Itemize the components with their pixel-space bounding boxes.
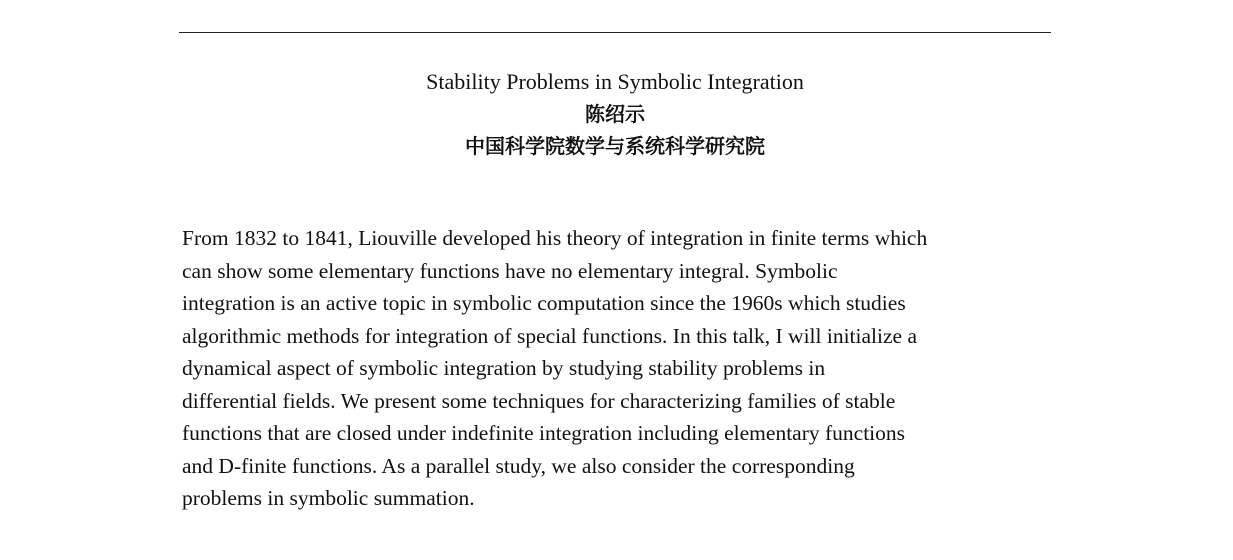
abstract-body: [182, 222, 1062, 515]
abstract-line: and D-finite functions. As a parallel study, we also consider the corresponding: [182, 453, 855, 478]
talk-title: Stability Problems in Symbolic Integration: [426, 69, 804, 94]
header: [179, 66, 1051, 162]
top-divider: [179, 32, 1051, 33]
author-name: 陈绍示: [585, 102, 645, 126]
abstract-line: dynamical aspect of symbolic integration by studying stability problems in: [182, 356, 826, 380]
abstract-line: algorithmic methods for integration of special functions. In this talk, I will initialize a: [182, 323, 917, 348]
abstract-line: differential fields. We present some techniques for characterizing families of stable: [182, 388, 896, 413]
abstract-line: functions that are closed under indefinite integration including elementary functions: [182, 421, 906, 445]
abstract-line: From 1832 to 1841, Liouville developed his theory of integration in finite terms which: [182, 226, 928, 250]
abstract-line: integration is an active topic in symbolic computation since the 1960s which studies: [182, 291, 906, 315]
abstract-line: problems in symbolic summation.: [182, 486, 475, 510]
abstract-line: can show some elementary functions have no elementary integral. Symbolic: [182, 258, 838, 283]
author-affiliation: 中国科学院数学与系统科学研究院: [465, 134, 765, 158]
